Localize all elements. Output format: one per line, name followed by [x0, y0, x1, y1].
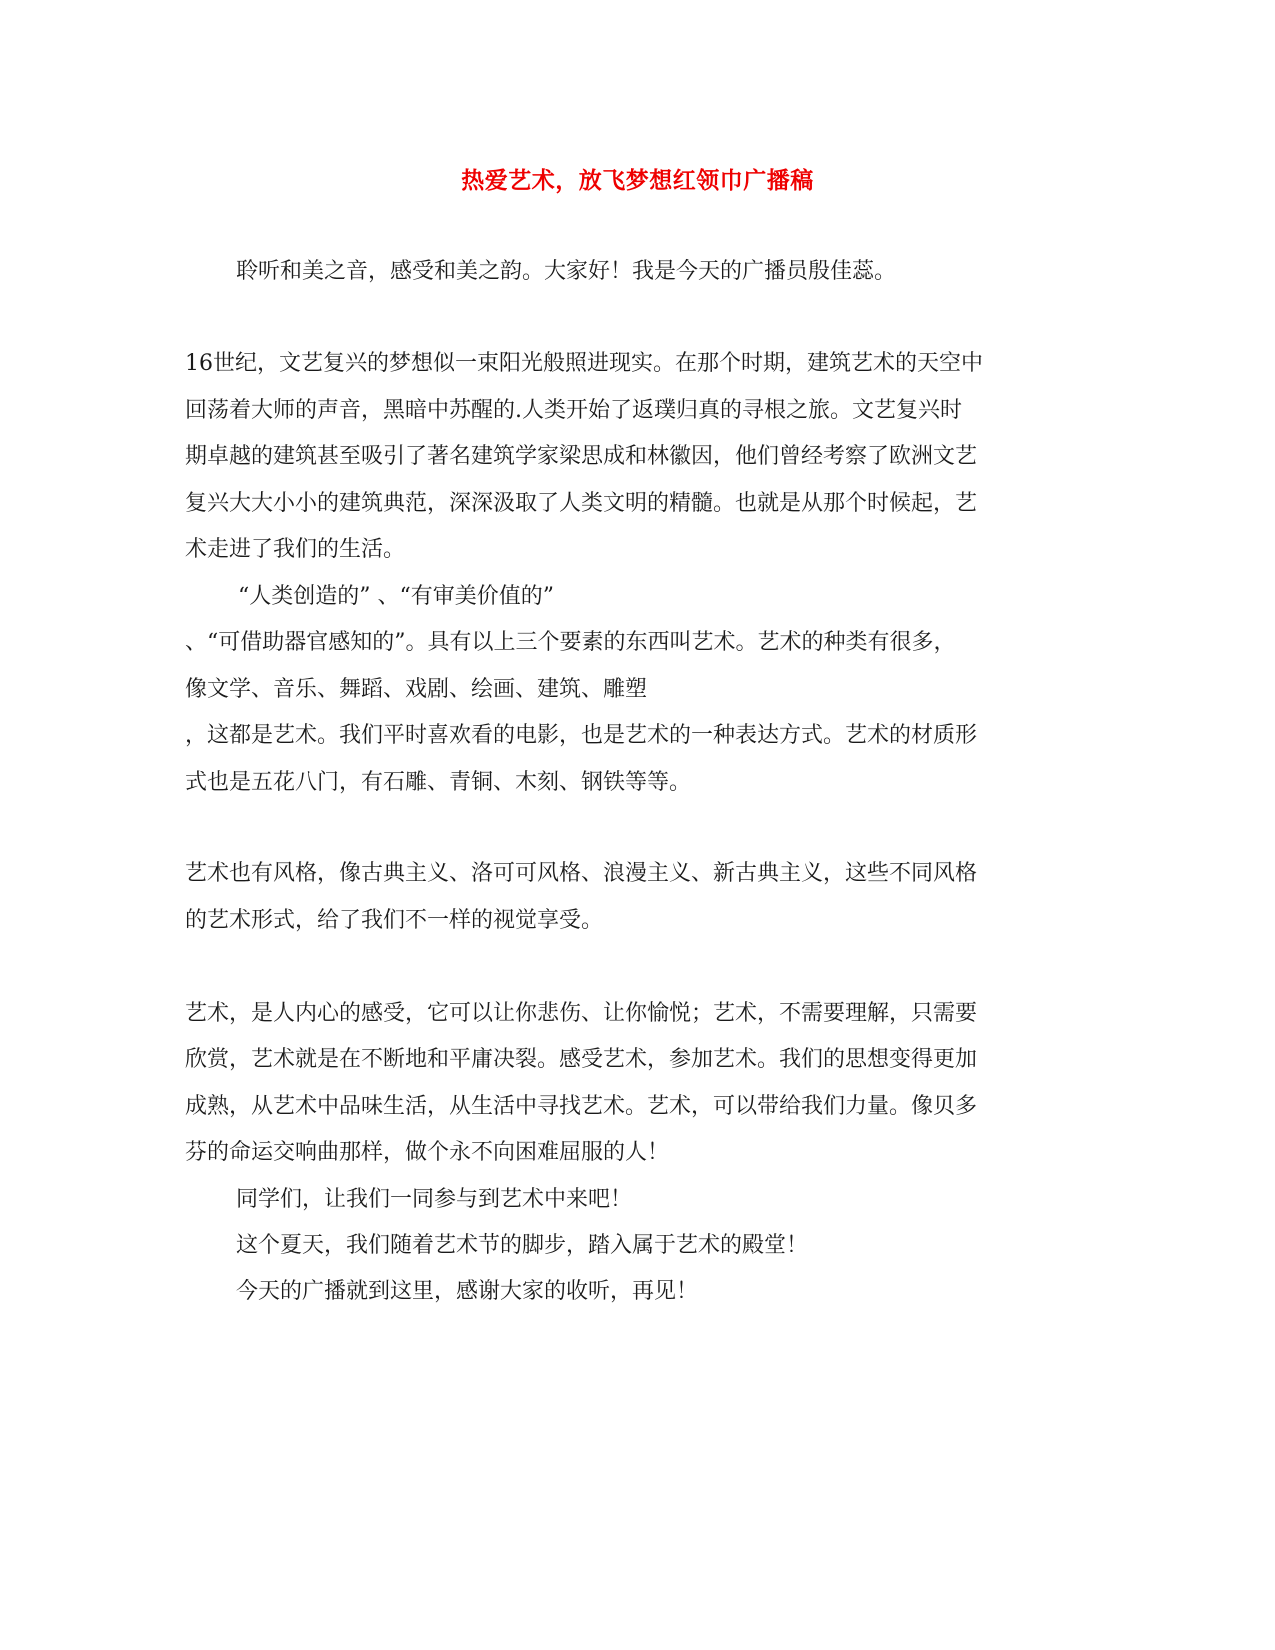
text-line: 术走进了我们的生活。: [185, 537, 406, 562]
document-title: 热爱艺术，放飞梦想红领巾广播稿: [461, 167, 814, 194]
text-line: ，这都是艺术。我们平时喜欢看的电影，也是艺术的一种表达方式。艺术的材质形: [185, 723, 978, 748]
text-line: 欣赏，艺术就是在不断地和平庸决裂。感受艺术，参加艺术。我们的思想变得更加: [185, 1047, 978, 1072]
text-line: 回荡着大师的声音，黑暗中苏醒的.人类开始了返璞归真的寻根之旅。文艺复兴时: [185, 398, 962, 423]
text-line: 成熟，从艺术中品味生活，从生活中寻找艺术。艺术，可以带给我们力量。像贝多: [185, 1094, 978, 1119]
text-line: 的艺术形式，给了我们不一样的视觉享受。: [185, 908, 604, 933]
text-line: 像文学、音乐、舞蹈、戏剧、绘画、建筑、雕塑: [185, 677, 648, 702]
text-line: 16世纪，文艺复兴的梦想似一束阳光般照进现实。在那个时期，建筑艺术的天空中: [185, 351, 983, 376]
text-line: 艺术，是人内心的感受，它可以让你悲伤、让你愉悦；艺术，不需要理解，只需要: [185, 1001, 978, 1026]
text-line: 芬的命运交响曲那样，做个永不向困难屈服的人！: [185, 1140, 670, 1165]
text-line: 艺术也有风格，像古典主义、洛可可风格、浪漫主义、新古典主义，这些不同风格: [185, 861, 978, 886]
text-line: 聆听和美之音，感受和美之韵。大家好！我是今天的广播员殷佳蕊。: [236, 259, 897, 284]
text-line: 同学们，让我们一同参与到艺术中来吧！: [236, 1187, 633, 1212]
text-line: 复兴大大小小的建筑典范，深深汲取了人类文明的精髓。也就是从那个时候起，艺: [185, 491, 978, 516]
text-line: 这个夏天，我们随着艺术节的脚步，踏入属于艺术的殿堂！: [236, 1233, 809, 1258]
text-line: 期卓越的建筑甚至吸引了著名建筑学家梁思成和林徽因，他们曾经考察了欧洲文艺: [185, 444, 978, 469]
text-line: 、“可借助器官感知的”。具有以上三个要素的东西叫艺术。艺术的种类有很多，: [185, 630, 956, 655]
text-line: 式也是五花八门，有石雕、青铜、木刻、钢铁等等。: [185, 770, 692, 795]
text-line: “人类创造的” 、“有审美价值的”: [238, 584, 554, 609]
text-line: 今天的广播就到这里，感谢大家的收听，再见！: [236, 1279, 699, 1304]
